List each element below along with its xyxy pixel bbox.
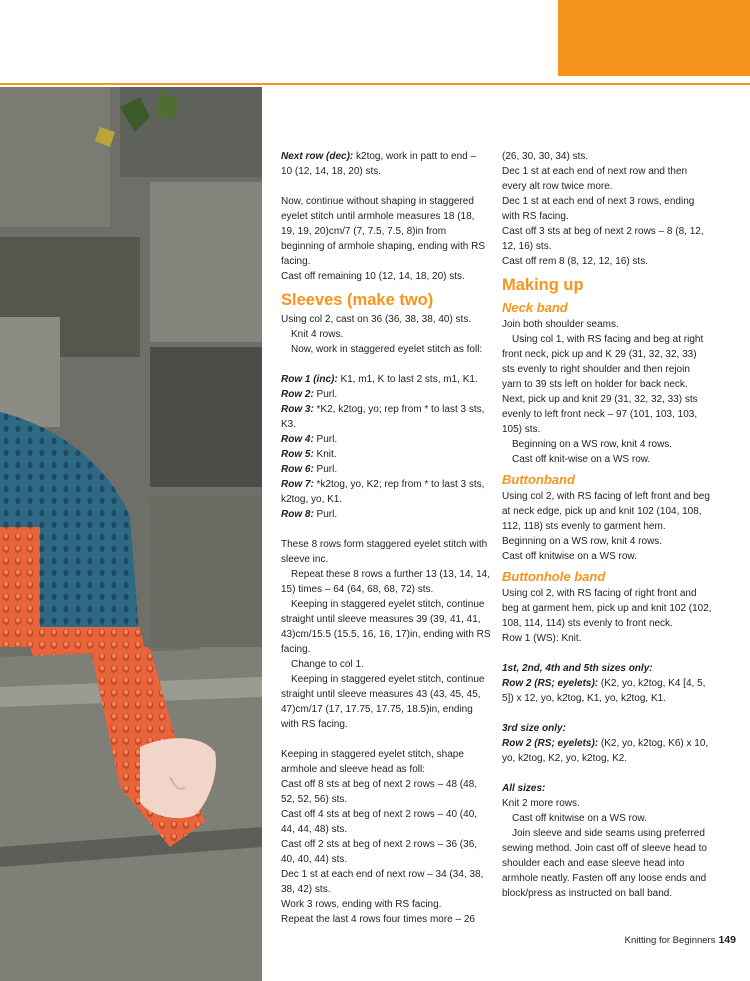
- next-row-dec-label: Next row (dec):: [281, 151, 354, 162]
- making-up-heading: Making up: [502, 276, 584, 294]
- next-row-dec-paragraph: [281, 149, 491, 164]
- next-row-dec-text: k2tog, work in patt to end –: [353, 151, 477, 162]
- neck-knit-4: Beginning on a WS row, knit 4 rows.: [512, 439, 673, 450]
- row-text: Purl.: [313, 389, 338, 400]
- work-3-rows: Work 3 rows, ending with RS facing.: [281, 899, 442, 910]
- cast-off-3: Cast off 3 sts at beg of next 2 rows – 8 (8, 12, 12, 16) sts.: [502, 226, 704, 252]
- knit-2-more: Knit 2 more rows.: [502, 798, 580, 809]
- all-sizes-label: All sizes:: [502, 783, 546, 794]
- buttonband-knit-4: Beginning on a WS row, knit 4 rows.: [502, 536, 663, 547]
- dec-each-end: Dec 1 st at each end of next row – 34 (34, 38, 38, 42) sts.: [281, 869, 484, 895]
- row-text: (K2, yo, k2tog, K6) x 10, yo, k2tog, K2, yo, k2tog, K2.: [502, 738, 709, 764]
- row-label: Row 4:: [281, 434, 314, 445]
- row-1-instruction: [281, 372, 491, 387]
- row-4-instruction: [281, 432, 491, 447]
- row-text: *K2, k2tog, yo; rep from * to last 3 sts, K3.: [281, 404, 485, 430]
- row-label: Row 5:: [281, 449, 314, 460]
- row-6-instruction: [281, 462, 491, 477]
- row-label: Row 7:: [281, 479, 314, 490]
- rows-form-stitch: These 8 rows form staggered eyelet stitch with sleeve inc.: [281, 539, 488, 565]
- buttonband-heading: Buttonband: [502, 472, 575, 487]
- row-label: Row 8:: [281, 509, 314, 520]
- repeat-last-4-rows: Repeat the last 4 rows four times more – 26: [281, 914, 475, 925]
- row-text: *k2tog, yo, K2; rep from * to last 3 sts, k2tog, yo, K1.: [281, 479, 485, 505]
- sts-continued: (26, 30, 30, 34) sts.: [502, 151, 589, 162]
- photo-illustration: [0, 87, 262, 981]
- sizes-a-label: 1st, 2nd, 4th and 5th sizes only:: [502, 663, 653, 674]
- row-7-instruction: [281, 477, 491, 507]
- repeat-rows: Repeat these 8 rows a further 13 (13, 14, 14, 15) times – 64 (64, 68, 68, 72) sts.: [281, 569, 491, 595]
- neck-cast-off: Cast off knit-wise on a WS row.: [512, 454, 651, 465]
- row-label: Row 2 (RS; eyelets):: [502, 738, 599, 749]
- sleeves-cast-on: Using col 2, cast on 36 (36, 38, 38, 40) sts.: [281, 314, 472, 325]
- buttonhole-row-1: Row 1 (WS): Knit.: [502, 633, 582, 644]
- row-2-sizes-b: [502, 736, 712, 766]
- sleeves-eyelet-intro: Now, work in staggered eyelet stitch as foll:: [291, 344, 483, 355]
- row-text: Purl.: [313, 509, 338, 520]
- knitted-cardigan-photo: [0, 87, 262, 981]
- row-text: Purl.: [313, 464, 338, 475]
- final-cast-off: Cast off knitwise on a WS row.: [512, 813, 647, 824]
- cast-off-8: Cast off 8 sts at beg of next 2 rows – 48 (48, 52, 52, 56) sts.: [281, 779, 478, 805]
- row-text: Purl.: [313, 434, 338, 445]
- neck-band-heading: Neck band: [502, 300, 568, 315]
- row-label: Row 3:: [281, 404, 314, 415]
- cast-off-remaining: Cast off remaining 10 (12, 14, 18, 20) sts.: [281, 271, 465, 282]
- sleeves-heading: Sleeves (make two): [281, 291, 434, 309]
- row-3-instruction: [281, 402, 491, 432]
- header-orange-rule: [0, 83, 750, 85]
- buttonband-pick-up: Using col 2, with RS facing of left front and beg at neck edge, pick up and knit 102 (104, 108, 112, 118) sts evenly to garment hem.: [502, 491, 710, 532]
- next-row-dec-result: 10 (12, 14, 18, 20) sts.: [281, 166, 382, 177]
- buttonhole-pick-up: Using col 2, with RS facing of right front and beg at garment hem, pick up and knit 102 (102, 108, 114, 114) sts evenly to front neck.: [502, 588, 712, 629]
- row-8-instruction: [281, 507, 491, 522]
- row-label: Row 1 (inc):: [281, 374, 338, 385]
- continue-straight-1: Keeping in staggered eyelet stitch, continue straight until sleeve measures 39 (39, 41, 41, 43)cm/15.5 (15.5, 16, 16, 17)in, ending with RS facing.: [281, 599, 491, 655]
- buttonhole-band-heading: Buttonhole band: [502, 569, 606, 584]
- dec-alt-row: Dec 1 st at each end of next row and then every alt row twice more.: [502, 166, 688, 192]
- row-text: (K2, yo, k2tog, K4 [4, 5, 5]) x 12, yo, k2tog, K1, yo, k2tog, K1.: [502, 678, 706, 704]
- row-2-instruction: [281, 387, 491, 402]
- cast-off-rem: Cast off rem 8 (8, 12, 12, 16) sts.: [502, 256, 648, 267]
- cast-off-4: Cast off 4 sts at beg of next 2 rows – 40 (40, 44, 44, 48) sts.: [281, 809, 478, 835]
- header-orange-block: [558, 0, 750, 76]
- row-label: Row 6:: [281, 464, 314, 475]
- change-colour: Change to col 1.: [291, 659, 364, 670]
- book-title: Knitting for Beginners: [624, 935, 716, 946]
- buttonband-cast-off: Cast off knitwise on a WS row.: [502, 551, 637, 562]
- row-5-instruction: [281, 447, 491, 462]
- row-label: Row 2 (RS; eyelets):: [502, 678, 599, 689]
- shape-armhole-intro: Keeping in staggered eyelet stitch, shape armhole and sleeve head as foll:: [281, 749, 464, 775]
- page-footer: [625, 934, 736, 946]
- join-seams: Join sleeve and side seams using preferred sewing method. Join cast off of sleeve head to shoulder each and ease sleeve head into armhole neatly. Fasten off any loose ends and block/press as instructed on ball band.: [502, 828, 707, 899]
- row-2-sizes-a: [502, 676, 712, 706]
- sizes-b-label: 3rd size only:: [502, 723, 566, 734]
- right-text-column: [502, 149, 712, 901]
- page-number: 149: [718, 934, 736, 946]
- continue-shaping-paragraph: Now, continue without shaping in staggered eyelet stitch until armhole measures 18 (18, 19, 19, 20)cm/7 (7, 7.5, 7.5, 8)in from beginning of armhole shaping, ending with RS facing.: [281, 196, 486, 267]
- join-shoulder-seams: Join both shoulder seams.: [502, 319, 619, 330]
- dec-next-3-rows: Dec 1 st at each end of next 3 rows, ending with RS facing.: [502, 196, 695, 222]
- cast-off-2: Cast off 2 sts at beg of next 2 rows – 36 (36, 40, 40, 44) sts.: [281, 839, 478, 865]
- row-text: Knit.: [313, 449, 337, 460]
- left-text-column: [281, 149, 491, 927]
- continue-straight-2: Keeping in staggered eyelet stitch, continue straight until sleeve measures 43 (43, 45, 45, 47)cm/17 (17, 17.75, 17.75, 18.5)in, ending with RS facing.: [281, 674, 485, 730]
- row-text: K1, m1, K to last 2 sts, m1, K1.: [337, 374, 478, 385]
- row-label: Row 2:: [281, 389, 314, 400]
- sleeves-knit-rows: Knit 4 rows.: [291, 329, 344, 340]
- neck-pick-up: Using col 1, with RS facing and beg at right front neck, pick up and K 29 (31, 32, 32, 33) sts evenly to right shoulder and then rejoin yarn to 39 sts left on holder for back neck. Next, pick up and knit 29 (31, 32, 32, 33) sts evenly to left front neck – 97 (101, 103, 103, 105) sts.: [502, 334, 704, 435]
